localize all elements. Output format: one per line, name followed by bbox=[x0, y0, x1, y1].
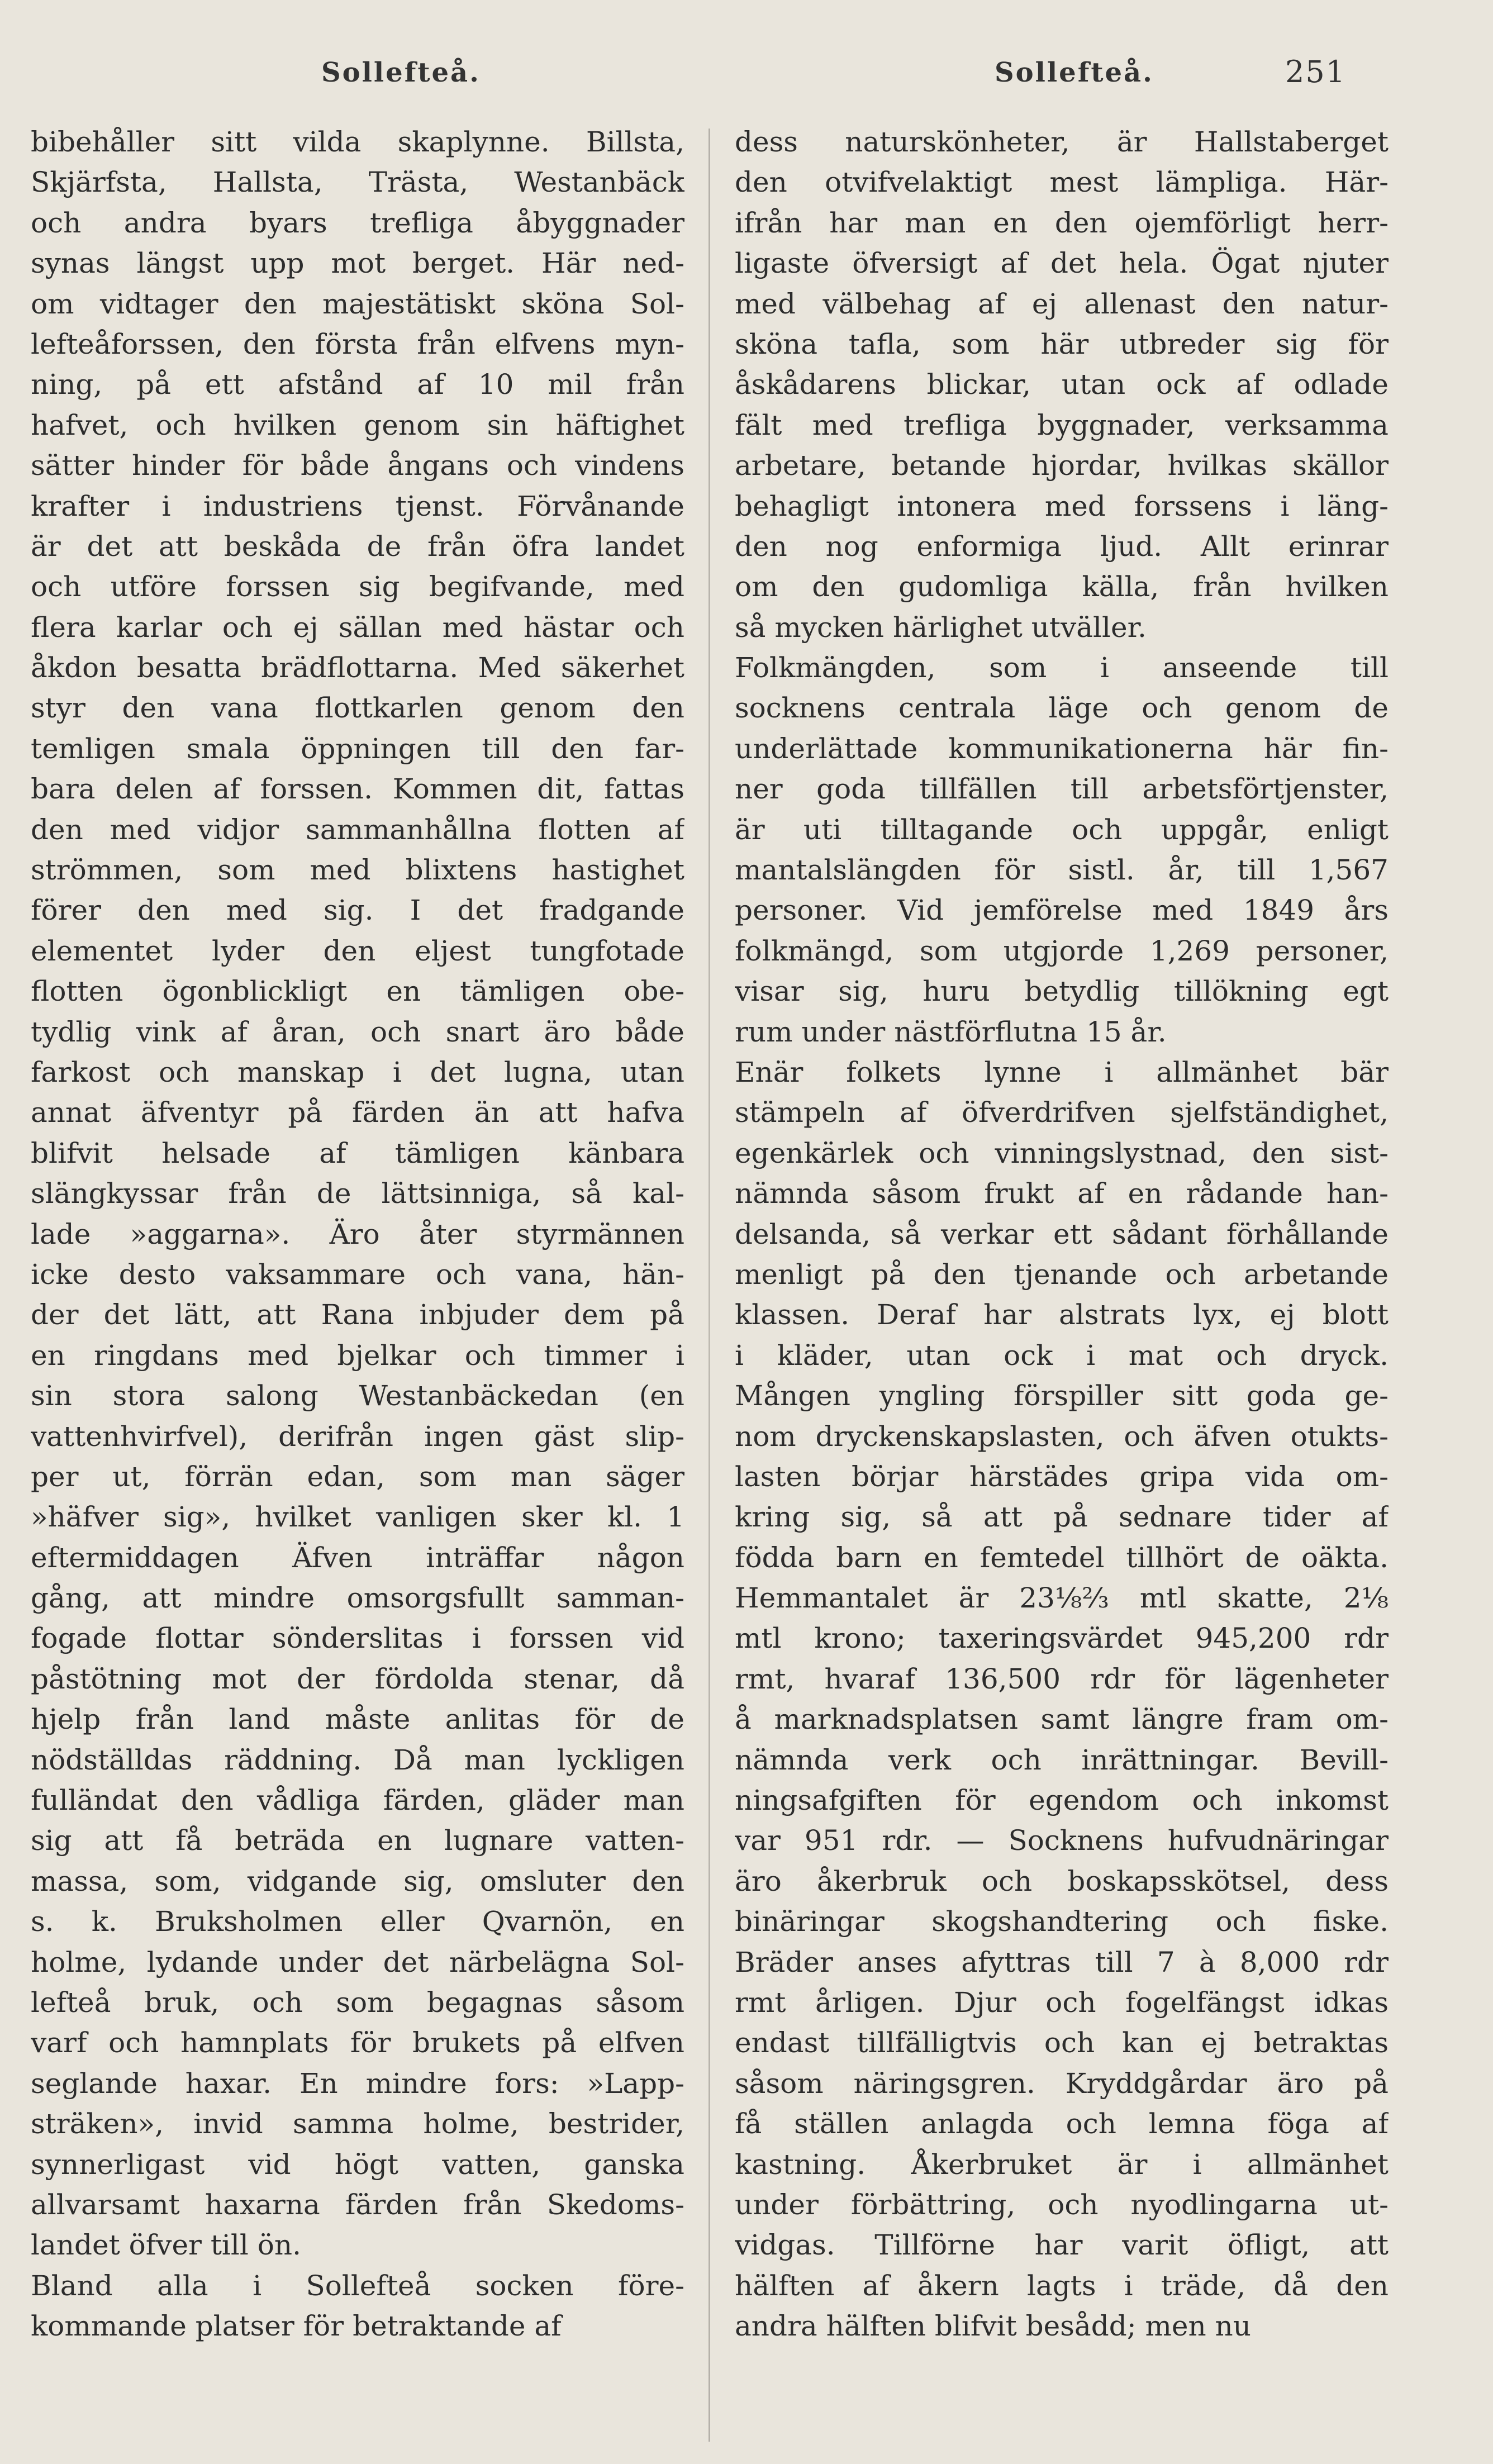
text-line: dess naturskönheter, är Hallstaberget bbox=[735, 126, 1389, 158]
text-line: synnerligast vid högt vatten, ganska bbox=[31, 2148, 684, 2181]
text-line: förer den med sig. I det fradgande bbox=[31, 894, 684, 927]
text-line: kommande platser för betraktande af bbox=[31, 2310, 562, 2343]
text-line: bara delen af forssen. Kommen dit, fattas bbox=[31, 773, 684, 806]
text-line: i kläder, utan ock i mat och dryck. bbox=[735, 1339, 1389, 1372]
text-line: underlättade kommunikationerna här fin- bbox=[735, 732, 1389, 765]
text-line: tydlig vink af åran, och snart äro både bbox=[31, 1015, 684, 1048]
text-line: med välbehag af ej allenast den natur- bbox=[735, 287, 1389, 320]
text-line: en ringdans med bjelkar och timmer i bbox=[31, 1339, 684, 1372]
text-line: arbetare, betande hjordar, hvilkas skällor bbox=[735, 449, 1389, 482]
text-line: icke desto vaksammare och vana, hän- bbox=[31, 1258, 684, 1291]
text-line: å marknadsplatsen samt längre fram om- bbox=[735, 1703, 1389, 1736]
text-line: om den gudomliga källa, från hvilken bbox=[735, 570, 1389, 603]
text-line: landet öfver till ön. bbox=[31, 2229, 301, 2262]
text-line: Folkmängden, som i anseende till bbox=[735, 651, 1389, 684]
text-line: flera karlar och ej sällan med hästar och bbox=[31, 611, 684, 644]
text-line: var 951 rdr. — Socknens hufvudnäringar bbox=[735, 1824, 1389, 1857]
text-line: påstötning mot der fördolda stenar, då bbox=[31, 1662, 684, 1695]
text-line: bibehåller sitt vilda skaplynne. Billsta, bbox=[31, 126, 684, 158]
text-line: temligen smala öppningen till den far- bbox=[31, 732, 684, 765]
text-line: personer. Vid jemförelse med 1849 års bbox=[735, 894, 1389, 927]
text-line: holme, lydande under det närbelägna Sol- bbox=[31, 1945, 684, 1978]
text-line: om vidtager den majestätiskt sköna Sol- bbox=[31, 287, 684, 320]
text-line: annat äfventyr på färden än att hafva bbox=[31, 1096, 684, 1129]
left-text-column bbox=[31, 122, 684, 2346]
text-line: hafvet, och hvilken genom sin häftighet bbox=[31, 408, 684, 441]
text-line: få ställen anlagda och lemna föga af bbox=[735, 2108, 1389, 2140]
text-line: den nog enformiga ljud. Allt erinrar bbox=[735, 530, 1389, 563]
text-line: klassen. Deraf har alstrats lyx, ej blott bbox=[735, 1298, 1389, 1331]
text-line: varf och hamnplats för brukets på elfven bbox=[31, 2027, 684, 2059]
text-line: hjelp från land måste anlitas för de bbox=[31, 1703, 684, 1736]
text-line: synas längst upp mot berget. Här ned- bbox=[31, 247, 684, 280]
text-line: nämnda såsom frukt af en rådande han- bbox=[735, 1177, 1389, 1210]
running-head-right: Sollefteå. bbox=[995, 57, 1154, 88]
text-line: mtl krono; taxeringsvärdet 945,200 rdr bbox=[735, 1622, 1389, 1655]
text-line: Bland alla i Sollefteå socken före- bbox=[31, 2269, 684, 2302]
text-line: sig att få beträda en lugnare vatten- bbox=[31, 1824, 684, 1857]
text-line: vattenhvirfvel), derifrån ingen gäst slip- bbox=[31, 1420, 684, 1453]
text-line: endast tillfälligtvis och kan ej betraktas bbox=[735, 2027, 1389, 2059]
text-line: lasten börjar härstädes gripa vida om- bbox=[735, 1460, 1389, 1493]
text-line: binäringar skogshandtering och fiske. bbox=[735, 1905, 1389, 1938]
text-line: mantalslängden för sistl. år, till 1,567 bbox=[735, 854, 1389, 887]
text-line: hälften af åkern lagts i träde, då den bbox=[735, 2269, 1389, 2302]
text-line: ligaste öfversigt af det hela. Ögat njuter bbox=[735, 247, 1389, 280]
text-line: visar sig, huru betydlig tillökning egt bbox=[735, 975, 1389, 1008]
text-line: slängkyssar från de lättsinniga, så kal- bbox=[31, 1177, 684, 1210]
text-line: andra hälften blifvit besådd; men nu bbox=[735, 2310, 1251, 2343]
text-line: flotten ögonblickligt en tämligen obe- bbox=[31, 975, 684, 1008]
text-line: äro åkerbruk och boskapsskötsel, dess bbox=[735, 1864, 1389, 1897]
text-line: fulländat den vådliga färden, gläder man bbox=[31, 1784, 684, 1817]
text-line: sträken», invid samma holme, bestrider, bbox=[31, 2108, 684, 2140]
text-line: strömmen, som med blixtens hastighet bbox=[31, 854, 684, 887]
text-line: socknens centrala läge och genom de bbox=[735, 692, 1389, 725]
text-line: sin stora salong Westanbäckedan (en bbox=[31, 1380, 684, 1412]
text-line: Hemmantalet är 23⅛⅔ mtl skatte, 2⅛ bbox=[735, 1582, 1389, 1615]
page-number: 251 bbox=[1285, 54, 1347, 89]
text-line: är uti tilltagande och uppgår, enligt bbox=[735, 813, 1389, 846]
text-line: eftermiddagen Äfven inträffar någon bbox=[31, 1541, 684, 1574]
text-line: seglande haxar. En mindre fors: »Lapp- bbox=[31, 2067, 684, 2100]
text-line: menligt på den tjenande och arbetande bbox=[735, 1258, 1389, 1291]
text-line: lade »aggarna». Äro åter styrmännen bbox=[31, 1217, 684, 1250]
text-line: är det att beskåda de från öfra landet bbox=[31, 530, 684, 563]
column-divider bbox=[709, 129, 710, 2442]
text-line: ner goda tillfällen till arbetsförtjenster, bbox=[735, 773, 1389, 806]
text-line: såsom näringsgren. Kryddgårdar äro på bbox=[735, 2067, 1389, 2100]
text-line: den med vidjor sammanhållna flotten af bbox=[31, 813, 684, 846]
running-head-left: Sollefteå. bbox=[321, 57, 481, 88]
text-line: farkost och manskap i det lugna, utan bbox=[31, 1055, 684, 1088]
text-line: folkmängd, som utgjorde 1,269 personer, bbox=[735, 934, 1389, 967]
text-line: delsanda, så verkar ett sådant förhållande bbox=[735, 1217, 1389, 1250]
text-line: rmt årligen. Djur och fogelfängst idkas bbox=[735, 1986, 1389, 2019]
text-line: under förbättring, och nyodlingarna ut- bbox=[735, 2188, 1389, 2221]
text-line: Enär folkets lynne i allmänhet bär bbox=[735, 1055, 1389, 1088]
text-line: åkdon besatta brädflottarna. Med säkerhet bbox=[31, 651, 684, 684]
text-line: kring sig, så att på sednare tider af bbox=[735, 1501, 1389, 1534]
text-line: massa, som, vidgande sig, omsluter den bbox=[31, 1864, 684, 1897]
text-line: födda barn en femtedel tillhört de oäkta. bbox=[735, 1541, 1389, 1574]
text-line: egenkärlek och vinningslystnad, den sist- bbox=[735, 1136, 1389, 1169]
text-line: nödställdas räddning. Då man lyckligen bbox=[31, 1743, 684, 1776]
text-line: åskådarens blickar, utan ock af odlade bbox=[735, 368, 1389, 401]
text-line: och andra byars trefliga åbyggnader bbox=[31, 206, 684, 239]
text-line: ifrån har man en den ojemförligt herr- bbox=[735, 206, 1389, 239]
text-line: lefteå bruk, och som begagnas såsom bbox=[31, 1986, 684, 2019]
text-line: ningsafgiften för egendom och inkomst bbox=[735, 1784, 1389, 1817]
text-line: nom dryckenskapslasten, och äfven otukts- bbox=[735, 1420, 1389, 1453]
text-line: sätter hinder för både ångans och vindens bbox=[31, 449, 684, 482]
text-line: fogade flottar sönderslitas i forssen vid bbox=[31, 1622, 684, 1655]
text-line: »häfver sig», hvilket vanligen sker kl. 1 bbox=[31, 1501, 684, 1534]
text-line: behagligt intonera med forssens i läng- bbox=[735, 489, 1389, 522]
text-line: lefteåforssen, den första från elfvens myn- bbox=[31, 327, 684, 360]
text-line: blifvit helsade af tämligen känbara bbox=[31, 1136, 684, 1169]
text-line: s. k. Bruksholmen eller Qvarnön, en bbox=[31, 1905, 684, 1938]
text-line: och utföre forssen sig begifvande, med bbox=[31, 570, 684, 603]
text-line: Mången yngling förspiller sitt goda ge- bbox=[735, 1380, 1389, 1412]
text-line: ning, på ett afstånd af 10 mil från bbox=[31, 368, 684, 401]
text-line: der det lätt, att Rana inbjuder dem på bbox=[31, 1298, 684, 1331]
right-text-column bbox=[735, 122, 1389, 2346]
text-line: styr den vana flottkarlen genom den bbox=[31, 692, 684, 725]
text-line: per ut, förrän edan, som man säger bbox=[31, 1460, 684, 1493]
text-line: nämnda verk och inrättningar. Bevill- bbox=[735, 1743, 1389, 1776]
text-line: gång, att mindre omsorgsfullt samman- bbox=[31, 1582, 684, 1615]
text-line: fält med trefliga byggnader, verksamma bbox=[735, 408, 1389, 441]
text-line: allvarsamt haxarna färden från Skedoms- bbox=[31, 2188, 684, 2221]
text-line: sköna tafla, som här utbreder sig för bbox=[735, 327, 1389, 360]
text-line: rmt, hvaraf 136,500 rdr för lägenheter bbox=[735, 1662, 1389, 1695]
text-line: kastning. Åkerbruket är i allmänhet bbox=[735, 2148, 1389, 2181]
text-line: elementet lyder den eljest tungfotade bbox=[31, 934, 684, 967]
text-line: stämpeln af öfverdrifven sjelfständighet, bbox=[735, 1096, 1389, 1129]
text-line: rum under nästförflutna 15 år. bbox=[735, 1015, 1167, 1048]
text-line: så mycken härlighet utväller. bbox=[735, 611, 1147, 644]
text-line: den otvifvelaktigt mest lämpliga. Här- bbox=[735, 166, 1389, 199]
text-line: Skjärfsta, Hallsta, Trästa, Westanbäck bbox=[31, 166, 684, 199]
text-line: Bräder anses afyttras till 7 à 8,000 rdr bbox=[735, 1945, 1389, 1978]
text-line: vidgas. Tillförne har varit öfligt, att bbox=[735, 2229, 1389, 2262]
text-line: krafter i industriens tjenst. Förvånande bbox=[31, 489, 684, 522]
